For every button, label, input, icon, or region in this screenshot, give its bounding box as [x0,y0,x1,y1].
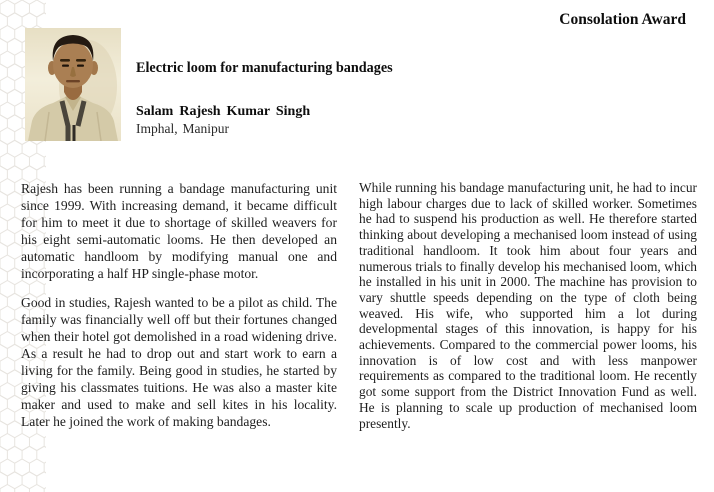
eye [77,65,84,67]
eyebrow [76,59,86,62]
innovator-name: Salam Rajesh Kumar Singh [136,104,311,119]
right-column [359,180,697,431]
eye [62,65,69,67]
innovator-photo [25,28,121,141]
left-column [21,180,337,431]
paragraph: Good in studies, Rajesh wanted to be a pilot as child. The family was financially well off but their fortunes changed when their hotel got demolished in a road widening drive. As a result he had to drop out and start work to earn a living for the family. Being good in studies, he started by giving his classmates tuitions. He was also a master kite maker and used to make and sell kites in his locality. Later he joined the work of making bandages. [21,295,337,429]
paragraph: While running his bandage manufacturing unit, he had to incur high labour charges due to lack of skilled worker. Sometimes he had to suspend his production as well. He therefore started thinking about developing a mechanised loom instead of using traditional handloom. It took him about four years and numerous trials to finally develop his mechanised loom, which he installed in his unit in 2000. The machine has provision to vary shuttle speeds depending on the type of cloth being weaved. His wife, who supported him a lot during developmental stages of this innovation, is happy for his achievements. Compared to the commercial power looms, his innovation is of low cost and with less manpower requirements as compared to the traditional loom. He recently got some support from the District Innovation Fund as well. He is planning to scale up production of mechanised loom presently. [359,180,697,431]
mouth [66,80,80,82]
innovator-location: Imphal, Manipur [136,121,229,136]
award-label: Consolation Award [559,11,686,28]
article-body [21,180,697,431]
paragraph: Rajesh has been running a bandage manufacturing unit since 1999. With increasing demand, it became difficult for him to meet it due to shortage of skilled weavers for his eight semi-automatic looms. He then developed an automatic handloom by modifying manual one and incorporating a half HP single-phase motor. [21,181,337,281]
eyebrow [60,59,70,62]
article-title: Electric loom for manufacturing bandages [136,60,393,76]
